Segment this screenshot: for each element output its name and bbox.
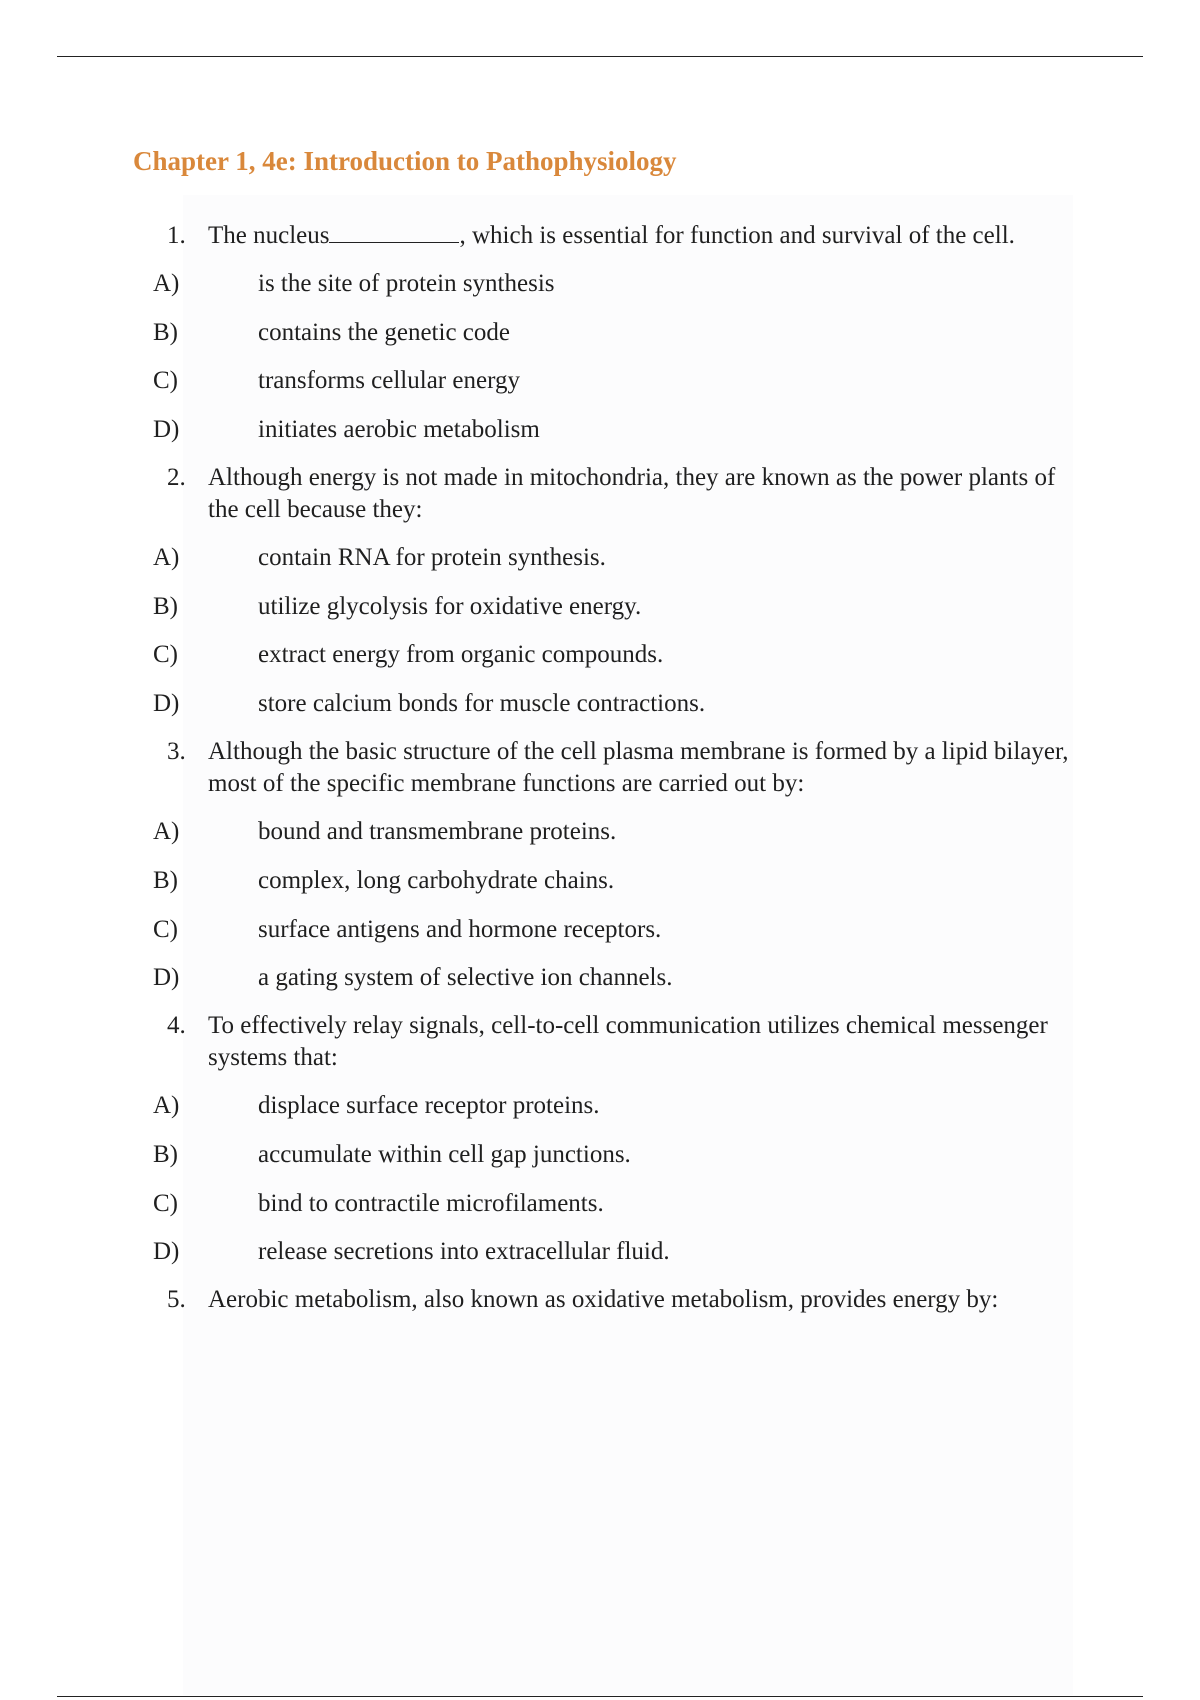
bottom-rule [57,1696,1143,1697]
option-a [150,816,1080,848]
option-text: utilize glycolysis for oxidative energy. [258,592,642,620]
option-text: store calcium bonds for muscle contractions. [258,690,706,718]
option-letter: A) [153,544,180,572]
option-text: contains the genetic code [258,318,510,346]
question-4 [150,1010,1080,1074]
option-text: complex, long carbohydrate chains. [258,866,615,894]
option-letter: B) [153,866,178,894]
option-letter: B) [153,1140,178,1168]
option-text: is the site of protein synthesis [258,270,555,297]
option-a [150,542,1080,574]
chapter-title: Chapter 1, 4e: Introduction to Pathophysiology [133,146,677,176]
option-letter: D) [153,1238,180,1266]
question-text-end: , which is essential for function and survival of the cell. [459,222,1015,249]
option-c [150,914,1080,946]
option-letter: A) [153,270,180,297]
question-1-options [150,268,1080,446]
option-a [150,1090,1080,1122]
option-text: accumulate within cell gap junctions. [258,1140,631,1168]
option-text: bind to contractile microfilaments. [258,1189,604,1217]
option-text: initiates aerobic metabolism [258,416,540,444]
option-text: extract energy from organic compounds. [258,641,664,669]
option-c [150,1188,1080,1220]
option-b [150,591,1080,623]
option-letter: C) [153,641,178,669]
question-text: Although energy is not made in mitochondria, they are known as the power plants of the cell because they: [208,464,1056,524]
option-text: transforms cellular energy [258,367,520,395]
question-number: 4. [167,1012,186,1040]
question-3-options [150,816,1080,994]
option-letter: A) [153,1092,180,1120]
question-4-options [150,1090,1080,1268]
option-text: release secretions into extracellular fluid. [258,1238,670,1266]
option-text: surface antigens and hormone receptors. [258,915,662,943]
question-text: To effectively relay signals, cell-to-cell communication utilizes chemical messenger systems that: [208,1012,1048,1072]
option-b [150,1139,1080,1171]
option-text: a gating system of selective ion channels. [258,964,673,992]
option-b [150,865,1080,897]
option-letter: D) [153,690,180,718]
option-d [150,414,1080,446]
option-c [150,365,1080,397]
option-letter: C) [153,915,178,943]
option-letter: A) [153,818,180,846]
option-a [150,268,1080,300]
option-text: bound and transmembrane proteins. [258,818,617,846]
option-letter: D) [153,416,180,444]
option-letter: D) [153,964,180,992]
question-text-start: The nucleus [208,222,330,249]
question-2-options [150,542,1080,720]
question-text: Although the basic structure of the cell plasma membrane is formed by a lipid bilayer, most of the specific membrane functions are carried out by: [208,738,1069,798]
question-number: 5. [167,1286,186,1314]
question-2 [150,462,1080,526]
question-3 [150,736,1080,800]
option-text: displace surface receptor proteins. [258,1092,600,1120]
question-number: 1. [167,222,186,249]
fill-in-blank [329,220,459,243]
option-letter: B) [153,318,178,346]
option-d [150,688,1080,720]
question-number: 2. [167,464,186,492]
question-1 [150,220,1080,252]
question-5 [150,1284,1080,1316]
question-text: Aerobic metabolism, also known as oxidative metabolism, provides energy by: [208,1286,999,1314]
option-d [150,1236,1080,1268]
option-letter: C) [153,367,178,395]
top-rule [57,56,1143,57]
option-b [150,317,1080,349]
option-text: contain RNA for protein synthesis. [258,544,606,572]
question-list [150,220,1080,1332]
question-number: 3. [167,738,186,766]
option-d [150,962,1080,994]
option-letter: B) [153,592,178,620]
option-letter: C) [153,1189,178,1217]
option-c [150,639,1080,671]
question-text [208,220,1080,252]
